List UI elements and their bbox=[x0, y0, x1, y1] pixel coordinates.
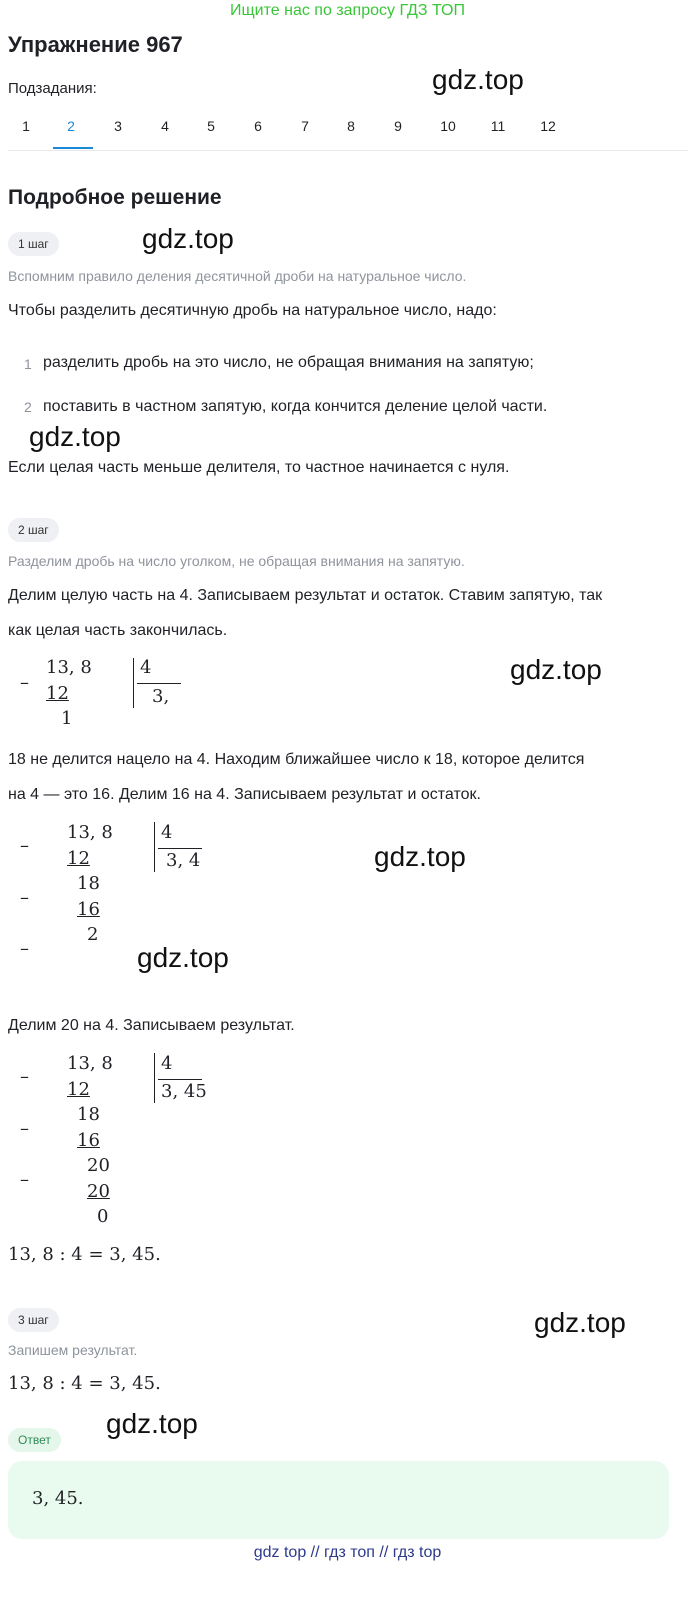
list-number: 2 bbox=[24, 399, 32, 415]
minus-sign: – bbox=[20, 938, 29, 959]
step-hint: Вспомним правило деления десятичной дроби на натуральное число. bbox=[8, 268, 467, 284]
list-item: разделить дробь на это число, не обращая внимания на запятую; bbox=[43, 354, 534, 371]
tab-1[interactable]: 1 bbox=[22, 118, 30, 134]
tab-3[interactable]: 3 bbox=[114, 118, 122, 134]
tab-11[interactable]: 11 bbox=[490, 118, 506, 134]
remainder: 2 bbox=[87, 924, 99, 945]
paragraph: как целая часть закончилась. bbox=[8, 622, 228, 639]
division-bar bbox=[133, 658, 134, 708]
answer-box bbox=[8, 1461, 669, 1539]
minus-sign: – bbox=[20, 1066, 29, 1087]
list-item: поставить в частном запятую, когда кончится деление целой части. bbox=[43, 398, 548, 415]
dividend: 13, 8 bbox=[46, 657, 92, 678]
minus-sign: – bbox=[20, 1169, 29, 1190]
footer-link-gdz-top-ru[interactable]: гдз топ bbox=[324, 1544, 375, 1561]
division-bar bbox=[154, 822, 155, 872]
list-number: 1 bbox=[24, 356, 32, 372]
subtasks-label: Подзадания: bbox=[8, 80, 97, 97]
watermark: gdz.top bbox=[142, 223, 234, 254]
paragraph: на 4 — это 16. Делим 16 на 4. Записываем результат и остаток. bbox=[8, 786, 481, 803]
subtrahend: 12 bbox=[67, 848, 90, 869]
quotient: 3, 4 bbox=[166, 850, 201, 871]
watermark: gdz.top bbox=[432, 64, 524, 95]
watermark: gdz.top bbox=[29, 421, 121, 452]
watermark: gdz.top bbox=[374, 841, 466, 872]
footer-link-gdz-top-mixed[interactable]: гдз top bbox=[392, 1544, 442, 1561]
tab-6[interactable]: 6 bbox=[254, 118, 262, 134]
remainder: 20 bbox=[87, 1155, 110, 1176]
answer-value: 3, 45. bbox=[32, 1488, 84, 1509]
minus-sign: – bbox=[20, 887, 29, 908]
minus-sign: – bbox=[20, 672, 29, 693]
answer-badge: Ответ bbox=[8, 1428, 61, 1452]
paragraph: Делим целую часть на 4. Записываем результат и остаток. Ставим запятую, так bbox=[8, 587, 603, 604]
tab-5[interactable]: 5 bbox=[207, 118, 215, 134]
step-badge: 2 шаг bbox=[8, 518, 59, 542]
quotient: 3, bbox=[152, 686, 170, 707]
tab-12[interactable]: 12 bbox=[540, 118, 556, 134]
division-bar bbox=[154, 1053, 155, 1103]
paragraph: 18 не делится нацело на 4. Находим ближайшее число к 18, которое делится bbox=[8, 751, 585, 768]
step-badge: 3 шаг bbox=[8, 1308, 59, 1332]
section-title: Подробное решение bbox=[8, 186, 222, 209]
division-line bbox=[158, 1079, 202, 1080]
tab-2[interactable]: 2 bbox=[67, 118, 75, 134]
page-title: Упражнение 967 bbox=[8, 32, 183, 57]
result-equation: 13, 8 : 4 = 3, 45. bbox=[8, 1373, 161, 1394]
subtrahend: 16 bbox=[77, 1130, 100, 1151]
tab-10[interactable]: 10 bbox=[440, 118, 456, 134]
watermark: gdz.top bbox=[137, 942, 229, 973]
quotient: 3, 45 bbox=[161, 1081, 207, 1102]
paragraph: Если целая часть меньше делителя, то частное начинается с нуля. bbox=[8, 459, 510, 476]
remainder: 1 bbox=[61, 708, 73, 729]
remainder: 18 bbox=[77, 873, 100, 894]
tab-9[interactable]: 9 bbox=[394, 118, 402, 134]
step-badge: 1 шаг bbox=[8, 232, 59, 256]
divisor: 4 bbox=[161, 822, 173, 843]
watermark: gdz.top bbox=[106, 1408, 198, 1439]
top-banner[interactable]: Ищите нас по запросу ГДЗ ТОП bbox=[230, 2, 465, 19]
footer-link-gdz-top[interactable]: gdz top bbox=[253, 1544, 307, 1561]
subtrahend: 20 bbox=[87, 1181, 110, 1202]
watermark: gdz.top bbox=[510, 654, 602, 685]
remainder: 18 bbox=[77, 1104, 100, 1125]
subtask-tabs bbox=[8, 108, 688, 151]
divisor: 4 bbox=[161, 1053, 173, 1074]
subtrahend: 12 bbox=[67, 1079, 90, 1100]
active-tab-indicator bbox=[53, 147, 93, 149]
tab-7[interactable]: 7 bbox=[301, 118, 309, 134]
result-equation: 13, 8 : 4 = 3, 45. bbox=[8, 1244, 161, 1265]
divisor: 4 bbox=[140, 657, 152, 678]
tab-4[interactable]: 4 bbox=[161, 118, 169, 134]
tab-8[interactable]: 8 bbox=[347, 118, 355, 134]
footer-links bbox=[0, 1544, 695, 1562]
minus-sign: – bbox=[20, 835, 29, 856]
subtrahend: 16 bbox=[77, 899, 100, 920]
dividend: 13, 8 bbox=[67, 1053, 113, 1074]
step-hint: Запишем результат. bbox=[8, 1342, 138, 1358]
subtrahend: 12 bbox=[46, 683, 69, 704]
minus-sign: – bbox=[20, 1118, 29, 1139]
remainder: 0 bbox=[97, 1206, 109, 1227]
division-line bbox=[158, 848, 202, 849]
division-line bbox=[137, 683, 181, 684]
paragraph: Делим 20 на 4. Записываем результат. bbox=[8, 1017, 295, 1034]
watermark: gdz.top bbox=[534, 1307, 626, 1338]
paragraph: Чтобы разделить десятичную дробь на натуральное число, надо: bbox=[8, 302, 497, 319]
footer-separator: // bbox=[310, 1544, 320, 1561]
dividend: 13, 8 bbox=[67, 822, 113, 843]
step-hint: Разделим дробь на число уголком, не обращая внимания на запятую. bbox=[8, 553, 465, 569]
footer-separator: // bbox=[379, 1544, 389, 1561]
